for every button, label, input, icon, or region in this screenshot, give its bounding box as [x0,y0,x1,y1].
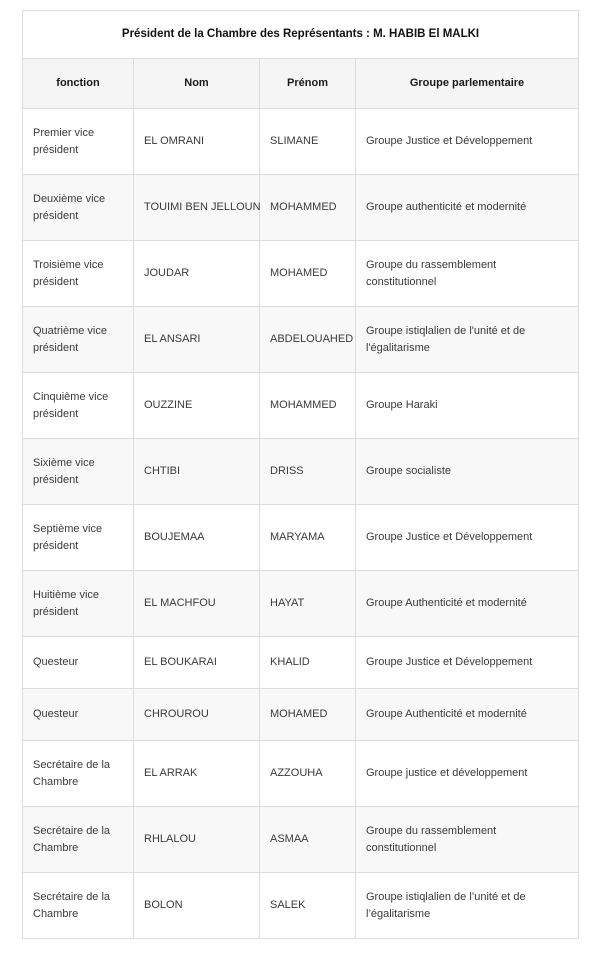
column-header-groupe: Groupe parlementaire [356,59,579,109]
table-row [23,505,579,571]
table-header-row [23,59,579,109]
cell-groupe: Groupe du rassemblement constitutionnel [356,807,579,873]
cell-prenom: ASMAA [260,807,356,873]
table-title-row [23,11,579,59]
table-row [23,241,579,307]
cell-fonction: Questeur [23,689,134,741]
table-row [23,873,579,939]
cell-groupe: Groupe Authenticité et modernité [356,689,579,741]
cell-nom: OUZZINE [134,373,260,439]
table-row [23,571,579,637]
table-row [23,373,579,439]
cell-fonction: Deuxième vice président [23,175,134,241]
cell-prenom: MOHAMED [260,241,356,307]
cell-nom: EL ANSARI [134,307,260,373]
cell-prenom: ABDELOUAHED [260,307,356,373]
cell-fonction: Septième vice président [23,505,134,571]
cell-nom: CHTIBI [134,439,260,505]
cell-groupe: Groupe socialiste [356,439,579,505]
table-row [23,175,579,241]
cell-groupe: Groupe Justice et Développement [356,637,579,689]
cell-groupe: Groupe justice et développement [356,741,579,807]
cell-fonction: Sixième vice président [23,439,134,505]
cell-prenom: MOHAMMED [260,373,356,439]
cell-prenom: HAYAT [260,571,356,637]
cell-prenom: SLIMANE [260,109,356,175]
cell-groupe: Groupe Haraki [356,373,579,439]
cell-nom: EL MACHFOU [134,571,260,637]
cell-fonction: Huitième vice président [23,571,134,637]
cell-nom: BOLON [134,873,260,939]
cell-nom: EL OMRANI [134,109,260,175]
column-header-prenom: Prénom [260,59,356,109]
cell-fonction: Secrétaire de la Chambre [23,807,134,873]
table-row [23,439,579,505]
cell-fonction: Troisième vice président [23,241,134,307]
cell-groupe: Groupe Justice et Développement [356,109,579,175]
table-row [23,109,579,175]
cell-prenom: MOHAMMED [260,175,356,241]
column-header-fonction: fonction [23,59,134,109]
cell-fonction: Cinquième vice président [23,373,134,439]
table-row [23,307,579,373]
cell-groupe: Groupe du rassemblement constitutionnel [356,241,579,307]
cell-nom: EL ARRAK [134,741,260,807]
cell-prenom: DRISS [260,439,356,505]
table-row [23,807,579,873]
cell-groupe: Groupe Justice et Développement [356,505,579,571]
cell-fonction: Secrétaire de la Chambre [23,873,134,939]
table-row [23,741,579,807]
cell-fonction: Questeur [23,637,134,689]
cell-nom: TOUIMI BEN JELLOUN [134,175,260,241]
cell-fonction: Quatrième vice président [23,307,134,373]
cell-groupe: Groupe istiqlalien de l’unité et de l’égalitarisme [356,873,579,939]
bureau-table [22,10,579,939]
cell-prenom: KHALID [260,637,356,689]
cell-nom: RHLALOU [134,807,260,873]
cell-nom: BOUJEMAA [134,505,260,571]
table-row [23,689,579,741]
cell-nom: JOUDAR [134,241,260,307]
cell-prenom: SALEK [260,873,356,939]
cell-nom: CHROUROU [134,689,260,741]
cell-prenom: MOHAMED [260,689,356,741]
column-header-nom: Nom [134,59,260,109]
cell-fonction: Premier vice président [23,109,134,175]
table-body [23,109,579,939]
table-row [23,637,579,689]
page-title: Président de la Chambre des Représentants : M. HABIB El MALKI [23,11,579,59]
cell-nom: EL BOUKARAI [134,637,260,689]
cell-groupe: Groupe Authenticité et modernité [356,571,579,637]
cell-prenom: MARYAMA [260,505,356,571]
cell-groupe: Groupe authenticité et modernité [356,175,579,241]
cell-fonction: Secrétaire de la Chambre [23,741,134,807]
cell-groupe: Groupe istiqlalien de l'unité et de l'égalitarisme [356,307,579,373]
cell-prenom: AZZOUHA [260,741,356,807]
